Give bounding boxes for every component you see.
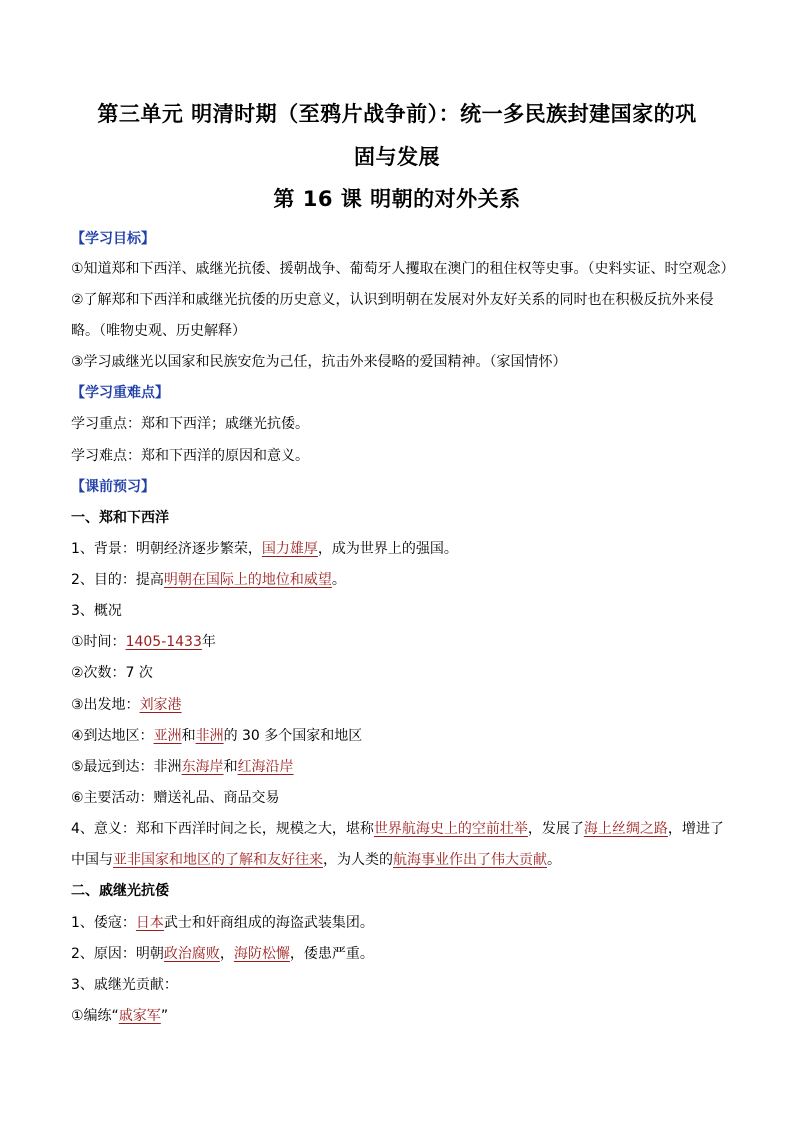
contribution-line: 3、戚继光贡献： xyxy=(71,977,178,993)
text: 中国与 xyxy=(71,852,113,868)
goals-header: 【学习目标】 xyxy=(71,231,155,247)
focus-header: 【学习重难点】 xyxy=(71,385,169,401)
pirate-line xyxy=(71,913,374,933)
text: ，增进了 xyxy=(667,821,724,837)
text: ” xyxy=(160,1008,169,1024)
answer-text: 1405-1433 xyxy=(125,634,202,650)
goal-2-line2: 略。（唯物史观、历史解释） xyxy=(71,323,246,339)
text: 1、背景：明朝经济逐步繁荣， xyxy=(71,541,262,557)
text: 2、目的：提高 xyxy=(71,572,164,588)
time-line xyxy=(71,632,216,652)
times-line: ②次数：7 次 xyxy=(71,665,153,681)
background-line xyxy=(71,539,458,559)
section-2-title: 二、戚继光抗倭 xyxy=(71,883,169,899)
cause-line xyxy=(71,944,374,964)
activity-line: ⑥主要活动：赠送礼品、商品交易 xyxy=(71,790,280,806)
text: ，倭患严重。 xyxy=(289,946,374,962)
text: 和 xyxy=(223,759,238,775)
answer-text: 航海事业作出了伟大贡献 xyxy=(393,852,547,868)
answer-text: 非洲 xyxy=(195,728,224,744)
text: 2、原因：明朝 xyxy=(71,946,164,962)
text: 年 xyxy=(201,634,216,650)
farthest-line xyxy=(71,757,294,777)
training-line xyxy=(71,1006,168,1026)
section-1-title: 一、郑和下西洋 xyxy=(71,510,169,526)
text: 和 xyxy=(181,728,196,744)
lesson-title: 第 16 课 明朝的对外关系 xyxy=(273,187,521,211)
answer-text: 刘家港 xyxy=(139,697,182,713)
text: ，成为世界上的强国。 xyxy=(317,541,458,557)
answer-text: 海防松懈 xyxy=(233,946,290,962)
text: 武士和奸商组成的海盗武装集团。 xyxy=(163,915,374,931)
unit-title-line2: 固与发展 xyxy=(354,145,440,169)
unit-title-line1: 第三单元 明清时期（至鸦片战争前）：统一多民族封建国家的巩 xyxy=(97,102,697,126)
text: 。 xyxy=(547,852,561,868)
goal-3: ③学习戚继光以国家和民族安危为己任，抗击外来侵略的爱国精神。（家国情怀） xyxy=(71,354,567,370)
preview-header: 【课前预习】 xyxy=(71,479,155,495)
goal-1: ①知道郑和下西洋、戚继光抗倭、援朝战争、葡萄牙人攫取在澳门的租住权等史事。（史料实证、时空观念） xyxy=(71,261,735,277)
significance-line1 xyxy=(71,819,724,839)
answer-text: 政治腐败 xyxy=(163,946,220,962)
answer-text: 东海岸 xyxy=(181,759,224,775)
text: ③出发地： xyxy=(71,697,140,713)
key-point: 学习重点：郑和下西洋；戚继光抗倭。 xyxy=(71,416,309,432)
answer-text: 国力雄厚 xyxy=(261,541,318,557)
answer-text: 红海沿岸 xyxy=(237,759,294,775)
text: ①时间： xyxy=(71,634,126,650)
text: ，为人类的 xyxy=(323,852,393,868)
significance-line2 xyxy=(71,850,561,870)
text: ⑤最远到达：非洲 xyxy=(71,759,182,775)
text: ， xyxy=(219,946,234,962)
difficulty-point: 学习难点：郑和下西洋的原因和意义。 xyxy=(71,448,309,464)
text: ①编练“ xyxy=(71,1008,119,1024)
overview-line: 3、概况 xyxy=(71,603,122,619)
reach-line xyxy=(71,726,362,746)
text: ，发展了 xyxy=(527,821,584,837)
departure-line xyxy=(71,695,182,715)
answer-text: 明朝在国际上的地位和威望 xyxy=(163,572,332,588)
answer-text: 亚洲 xyxy=(153,728,182,744)
answer-text: 戚家军 xyxy=(118,1008,161,1024)
purpose-line xyxy=(71,570,346,590)
answer-text: 日本 xyxy=(135,915,164,931)
text: 。 xyxy=(331,572,346,588)
text: 的 30 多个国家和地区 xyxy=(223,728,363,744)
goal-2-line1: ②了解郑和下西洋和戚继光抗倭的历史意义，认识到明朝在发展对外友好关系的同时也在积极反抗外来侵 xyxy=(71,292,714,308)
text: ④到达地区： xyxy=(71,728,154,744)
answer-text: 海上丝绸之路 xyxy=(583,821,668,837)
answer-text: 亚非国家和地区的了解和友好往来 xyxy=(113,852,323,868)
text: 1、倭寇： xyxy=(71,915,136,931)
text: 4、意义：郑和下西洋时间之长，规模之大，堪称 xyxy=(71,821,374,837)
answer-text: 世界航海史上的空前壮举 xyxy=(373,821,528,837)
